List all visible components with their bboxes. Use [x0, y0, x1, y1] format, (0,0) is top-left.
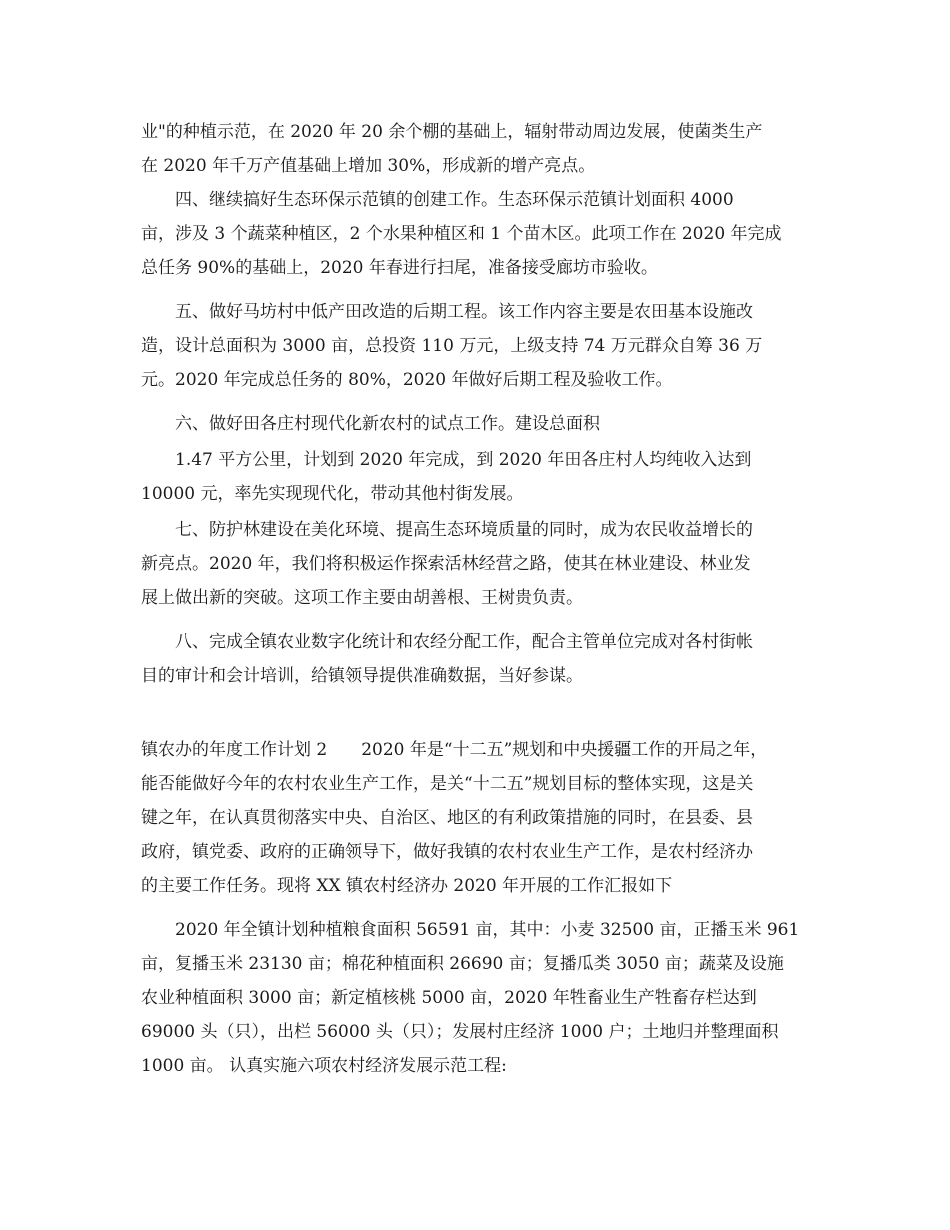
text-line: 亩，涉及 3 个蔬菜种植区，2 个水果种植区和 1 个苗木区。此项工作在 2020 年完成: [141, 224, 782, 244]
text-line: 1000 亩。 认真实施六项农村经济发展示范工程:: [141, 1056, 507, 1076]
text-line: 造，设计总面积为 3000 亩，总投资 110 万元，上级支持 74 万元群众自筹 36 万: [141, 336, 763, 356]
text-line: 亩，复播玉米 23130 亩；棉花种植面积 26690 亩；复播瓜类 3050 亩；蔬菜及设施: [141, 954, 784, 974]
text-line: 农业种植面积 3000 亩；新定植核桃 5000 亩，2020 年牲畜业生产牲畜存栏达到: [141, 988, 757, 1008]
text-line: 新亮点。2020 年，我们将积极运作探索活林经营之路，使其在林业建设、林业发: [141, 554, 751, 574]
text-line: 能否能做好今年的农村农业生产工作，是关“十二五”规划目标的整体实现，这是关: [141, 774, 754, 794]
text-line: 10000 元，率先实现现代化，带动其他村街发展。: [141, 484, 524, 504]
text-line: 元。2020 年完成总任务的 80%，2020 年做好后期工程及验收工作。: [141, 370, 673, 390]
paragraph-4-heading-line: 四、继续搞好生态环保示范镇的创建工作。生态环保示范镇计划面积 4000: [175, 190, 734, 210]
paragraph-5-heading-line: 五、做好马坊村中低产田改造的后期工程。该工作内容主要是农田基本设施改: [175, 302, 753, 322]
text-line: 在 2020 年千万产值基础上增加 30%，形成新的增产亮点。: [141, 156, 596, 176]
text-line: 69000 头（只），出栏 56000 头（只）；发展村庄经济 1000 户；土地归并整理面积: [141, 1022, 779, 1042]
text-line: 键之年，在认真贯彻落实中央、自治区、地区的有利政策措施的同时，在县委、县: [141, 808, 753, 828]
paragraph-8-heading-line: 八、完成全镇农业数字化统计和农经分配工作，配合主管单位完成对各村街帐: [175, 632, 753, 652]
paragraph-7-heading-line: 七、防护林建设在美化环境、提高生态环境质量的同时，成为农民收益增长的: [175, 520, 753, 540]
text-line: 的主要工作任务。现将 XX 镇农村经济办 2020 年开展的工作汇报如下: [141, 876, 673, 896]
text-line: 政府，镇党委、政府的正确领导下，做好我镇的农村农业生产工作，是农村经济办: [141, 842, 753, 862]
text-line: 总任务 90%的基础上，2020 年春进行扫尾，准备接受廊坊市验收。: [141, 258, 658, 278]
text-line: 2020 年全镇计划种植粮食面积 56591 亩，其中：小麦 32500 亩，正播玉米 961: [175, 920, 800, 940]
text-line: 1.47 平方公里，计划到 2020 年完成，到 2020 年田各庄村人均纯收入达到: [175, 450, 752, 470]
text-line: 目的审计和会计培训，给镇领导提供准确数据，当好参谋。: [141, 666, 583, 686]
section-title-line: 镇农办的年度工作计划 2 2020 年是“十二五”规划和中央援疆工作的开局之年，: [141, 740, 768, 760]
text-line: 业"的种植示范，在 2020 年 20 余个棚的基础上，辐射带动周边发展，使菌类生产: [141, 122, 763, 142]
text-line: 展上做出新的突破。这项工作主要由胡善根、王树贵负责。: [141, 588, 583, 608]
paragraph-6-heading-line: 六、做好田各庄村现代化新农村的试点工作。建设总面积: [175, 414, 600, 434]
